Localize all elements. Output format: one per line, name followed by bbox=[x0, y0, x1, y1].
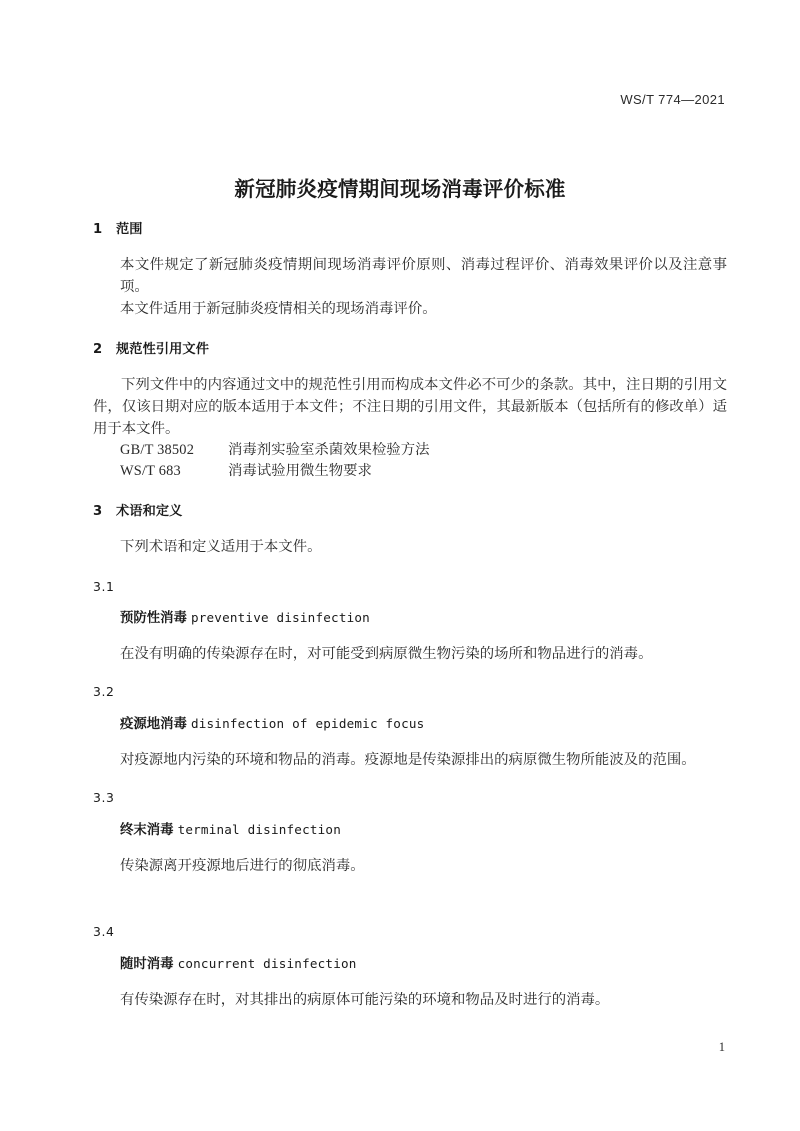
section-title-1: 范围 bbox=[116, 222, 143, 237]
section-2-paragraph-1: 下列文件中的内容通过文中的规范性引用而构成本文件必不可少的条款。其中，注日期的引用文件，仅该日期对应的版本适用于本文件；不注日期的引用文件，其最新版本（包括所有的修改单）适用于本文件。 bbox=[93, 376, 727, 437]
term-chinese: 随时消毒 bbox=[120, 957, 174, 973]
term-chinese: 疫源地消毒 bbox=[120, 717, 187, 733]
spacer bbox=[93, 700, 727, 714]
section-1-paragraph-1: 本文件规定了新冠肺炎疫情期间现场消毒评价原则、消毒过程评价、消毒效果评价以及注意事项。 bbox=[120, 256, 727, 295]
document-title: 新冠肺炎疫情期间现场消毒评价标准 bbox=[234, 176, 566, 201]
section-heading-2 bbox=[93, 342, 727, 358]
spacer bbox=[93, 877, 727, 905]
reference-item bbox=[120, 461, 727, 482]
term-chinese: 预防性消毒 bbox=[120, 611, 187, 627]
term-english: preventive disinfection bbox=[190, 610, 370, 626]
term-entry-3-3 bbox=[93, 820, 727, 841]
spacer bbox=[93, 665, 727, 685]
section-heading-1 bbox=[93, 222, 727, 238]
spacer bbox=[93, 482, 727, 504]
spacer bbox=[93, 905, 727, 925]
term-english: concurrent disinfection bbox=[177, 956, 357, 972]
section-3-paragraph-1: 下列术语和定义适用于本文件。 bbox=[120, 538, 322, 555]
clause-number-3-4: 3.4 bbox=[93, 924, 115, 940]
term-entry-3-1 bbox=[93, 608, 727, 629]
spacer bbox=[93, 806, 727, 820]
page-number: 1 bbox=[718, 1040, 725, 1054]
section-1-paragraph-2: 本文件适用于新冠肺炎疫情相关的现场消毒评价。 bbox=[120, 300, 437, 317]
spacer bbox=[93, 629, 727, 643]
section-title-3: 术语和定义 bbox=[116, 503, 183, 519]
clause-number-3-1: 3.1 bbox=[93, 578, 115, 594]
section-number-2: 2 bbox=[93, 341, 103, 357]
spacer bbox=[93, 841, 727, 855]
spacer bbox=[93, 320, 727, 342]
document-body bbox=[93, 222, 727, 1011]
term-english: disinfection of epidemic focus bbox=[190, 716, 425, 732]
section-heading-3 bbox=[93, 504, 727, 520]
section-number-3: 3 bbox=[93, 503, 103, 519]
term-definition-3-4: 有传染源存在时，对其排出的病原体可能污染的环境和物品及时进行的消毒。 bbox=[120, 992, 610, 1009]
spacer bbox=[93, 238, 727, 254]
term-definition-3-3: 传染源离开疫源地后进行的彻底消毒。 bbox=[120, 858, 365, 875]
reference-code: GB/T 38502 bbox=[120, 441, 195, 458]
reference-item bbox=[120, 440, 727, 461]
term-definition-3-1: 在没有明确的传染源存在时，对可能受到病原微生物污染的场所和物品进行的消毒。 bbox=[120, 646, 653, 663]
term-english: terminal disinfection bbox=[177, 822, 341, 838]
reference-title: 消毒试验用微生物要求 bbox=[228, 462, 372, 479]
spacer bbox=[93, 358, 727, 374]
spacer bbox=[93, 520, 727, 536]
term-entry-3-2 bbox=[93, 714, 727, 735]
clause-number-3-2: 3.2 bbox=[93, 684, 115, 700]
section-number-1: 1 bbox=[93, 222, 103, 237]
spacer bbox=[93, 594, 727, 608]
term-definition-3-2: 对疫源地内污染的环境和物品的消毒。疫源地是传染源排出的病原微生物所能波及的范围。 bbox=[120, 752, 696, 769]
spacer bbox=[93, 735, 727, 749]
reference-title: 消毒剂实验室杀菌效果检验方法 bbox=[228, 441, 430, 458]
spacer bbox=[93, 771, 727, 791]
section-1-body bbox=[93, 254, 727, 320]
reference-code: WS/T 683 bbox=[120, 462, 181, 479]
running-header-standard-code: WS/T 774—2021 bbox=[620, 92, 725, 107]
term-chinese: 终末消毒 bbox=[120, 823, 174, 839]
term-entry-3-4 bbox=[93, 954, 727, 975]
section-title-2: 规范性引用文件 bbox=[116, 341, 210, 357]
spacer bbox=[93, 975, 727, 989]
clause-number-3-3: 3.3 bbox=[93, 790, 115, 806]
spacer bbox=[93, 558, 727, 580]
spacer bbox=[93, 940, 727, 954]
normative-reference-list bbox=[93, 440, 727, 482]
